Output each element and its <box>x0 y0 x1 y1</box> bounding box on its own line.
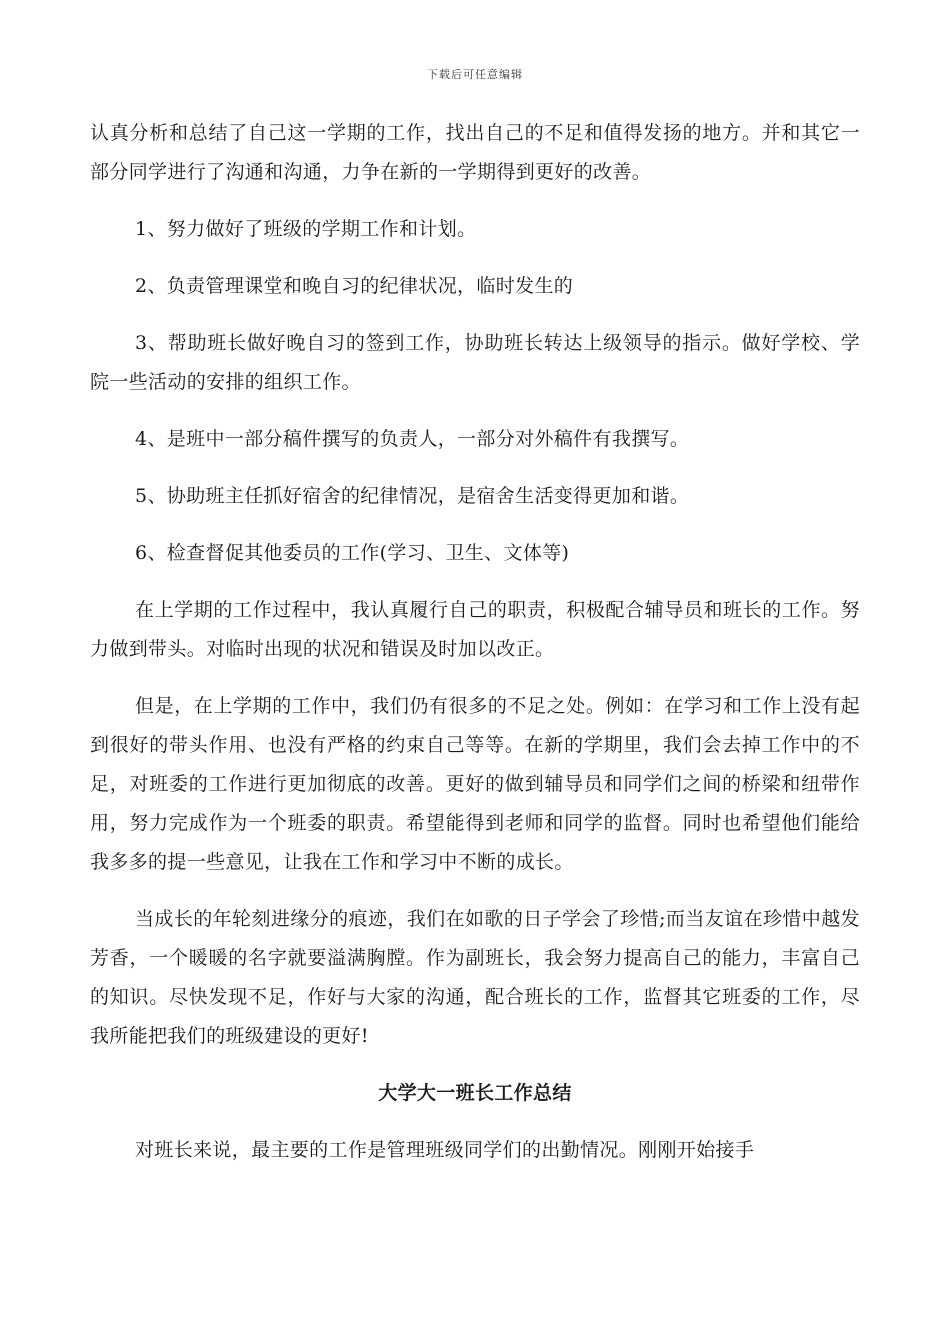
paragraph-shortcomings: 但是，在上学期的工作中，我们仍有很多的不足之处。例如：在学习和工作上没有起到很好的带头作用、也没有严格的约束自己等等。在新的学期里，我们会去掉工作中的不足，对班委的工作进行更加彻底的改善。更好的做到辅导员和同学们之间的桥梁和纽带作用，努力完成作为一个班委的职责。希望能得到老师和同学的监督。同时也希望他们能给我多多的提一些意见，让我在工作和学习中不断的成长。 <box>90 695 860 873</box>
page-header: 下载后可任意编辑 <box>427 68 523 81</box>
list-item-1: 1、努力做好了班级的学期工作和计划。 <box>135 218 477 240</box>
list-item-2: 2、负责管理课堂和晚自习的纪律状况，临时发生的 <box>135 275 574 297</box>
list-item-3: 3、帮助班长做好晚自习的签到工作，协助班长转达上级领导的指示。做好学校、学院一些活动的安排的组织工作。 <box>90 332 860 393</box>
paragraph-work-process: 在上学期的工作过程中，我认真履行自己的职责，积极配合辅导员和班长的工作。努力做到带头。对临时出现的状况和错误及时加以改正。 <box>90 599 860 660</box>
list-item-6: 6、检查督促其他委员的工作(学习、卫生、文体等) <box>135 542 570 564</box>
list-item-5: 5、协助班主任抓好宿舍的纪律情况，是宿舍生活变得更加和谐。 <box>135 485 690 507</box>
paragraph-intro: 认真分析和总结了自己这一学期的工作，找出自己的不足和值得发扬的地方。并和其它一部分同学进行了沟通和沟通，力争在新的一学期得到更好的改善。 <box>90 122 860 183</box>
document-body <box>90 114 860 1170</box>
section-heading: 大学大一班长工作总结 <box>378 1082 572 1104</box>
paragraph-closing: 当成长的年轮刻进缘分的痕迹，我们在如歌的日子学会了珍惜;而当友谊在珍惜中越发芳香，一个暖暖的名字就要溢满胸膛。作为副班长，我会努力提高自己的能力，丰富自己的知识。尽快发现不足，作好与大家的沟通，配合班长的工作，监督其它班委的工作，尽我所能把我们的班级建设的更好! <box>90 908 860 1047</box>
list-item-4: 4、是班中一部分稿件撰写的负责人，一部分对外稿件有我撰写。 <box>135 428 690 450</box>
paragraph-next-section: 对班长来说，最主要的工作是管理班级同学们的出勤情况。刚刚开始接手 <box>135 1139 755 1161</box>
